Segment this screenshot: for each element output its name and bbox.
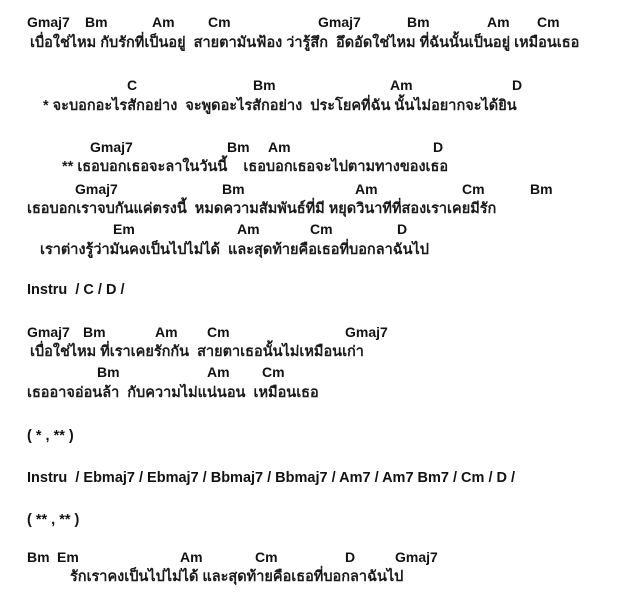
section-label: Instru / C / D /	[27, 282, 125, 298]
chord: Bm	[227, 139, 250, 155]
chord: Bm	[97, 364, 120, 380]
chord: Gmaj7	[345, 324, 388, 340]
chord: D	[397, 221, 408, 237]
chord: Em	[57, 549, 79, 565]
chord: D	[433, 139, 444, 155]
chord: Cm	[255, 549, 278, 565]
chord: Am	[487, 14, 510, 30]
chord: Gmaj7	[75, 181, 118, 197]
lyric-line: เบื่อใช่ไหม ที่เราเคยรักกัน สายตาเธอนั้นไม่เหมือนเก่า	[30, 344, 364, 360]
lyric-line: เบื่อใช่ไหม กับรักที่เป็นอยู่ สายตามันฟ้อง ว่ารู้สึก อึดอัดใช่ไหม ที่ฉันนั้นเป็นอยู่ เหมือนเธอ	[30, 35, 580, 51]
chord: Bm	[222, 181, 245, 197]
section-label: Instru / Ebmaj7 / Ebmaj7 / Bbmaj7 / Bbmaj7 / Am7 / Am7 Bm7 / Cm / D /	[27, 470, 516, 486]
chord: Cm	[310, 221, 333, 237]
chord: D	[345, 549, 356, 565]
chord: Bm	[407, 14, 430, 30]
chord: Am	[180, 549, 203, 565]
chord: Cm	[207, 324, 230, 340]
lyric-line: ** เธอบอกเธอจะลาในวันนี้ เธอบอกเธอจะไปตามทางของเธอ	[62, 159, 449, 175]
lyric-line: เราต่างรู้ว่ามันคงเป็นไปไม่ได้ และสุดท้ายคือเธอที่บอกลาฉันไป	[40, 242, 430, 258]
chord: Am	[355, 181, 378, 197]
chord-row	[0, 139, 620, 157]
chord: Am	[268, 139, 291, 155]
chord: Gmaj7	[395, 549, 438, 565]
chord: Gmaj7	[318, 14, 361, 30]
chord: Am	[207, 364, 230, 380]
chord: Cm	[537, 14, 560, 30]
section-label: ( ** , ** )	[27, 512, 80, 528]
chord: D	[512, 77, 523, 93]
chord-row	[0, 364, 620, 382]
chord-row	[0, 324, 620, 342]
chord: Gmaj7	[90, 139, 133, 155]
chord: Am	[237, 221, 260, 237]
chord: Bm	[530, 181, 553, 197]
chord: Bm	[253, 77, 276, 93]
lyric-line: รักเราคงเป็นไปไม่ได้ และสุดท้ายคือเธอที่บอกลาฉันไป	[70, 569, 404, 585]
chord: Cm	[208, 14, 231, 30]
chord: Bm	[27, 549, 50, 565]
chord: Bm	[83, 324, 106, 340]
chord: Em	[113, 221, 135, 237]
chord-row	[0, 14, 620, 32]
chord-row	[0, 549, 620, 567]
section-label: ( * , ** )	[27, 428, 74, 444]
chord-row	[0, 181, 620, 199]
chord-row	[0, 221, 620, 239]
chord: C	[127, 77, 138, 93]
chord-row	[0, 77, 620, 95]
chord: Cm	[262, 364, 285, 380]
chord: Cm	[462, 181, 485, 197]
chord: Gmaj7	[27, 324, 70, 340]
chord: Am	[155, 324, 178, 340]
lyric-line: เธออาจอ่อนล้า กับความไม่แน่นอน เหมือนเธอ	[27, 385, 319, 401]
lyric-line: * จะบอกอะไรสักอย่าง จะพูดอะไรสักอย่าง ประโยคที่ฉัน นั้นไม่อยากจะได้ยิน	[43, 98, 517, 114]
chord: Am	[152, 14, 175, 30]
chord: Am	[390, 77, 413, 93]
chord: Gmaj7	[27, 14, 70, 30]
lyric-line: เธอบอกเราจบกันแค่ตรงนี้ หมดความสัมพันธ์ที่มี หยุดวินาทีที่สองเราเคยมีรัก	[27, 201, 497, 217]
chord: Bm	[85, 14, 108, 30]
